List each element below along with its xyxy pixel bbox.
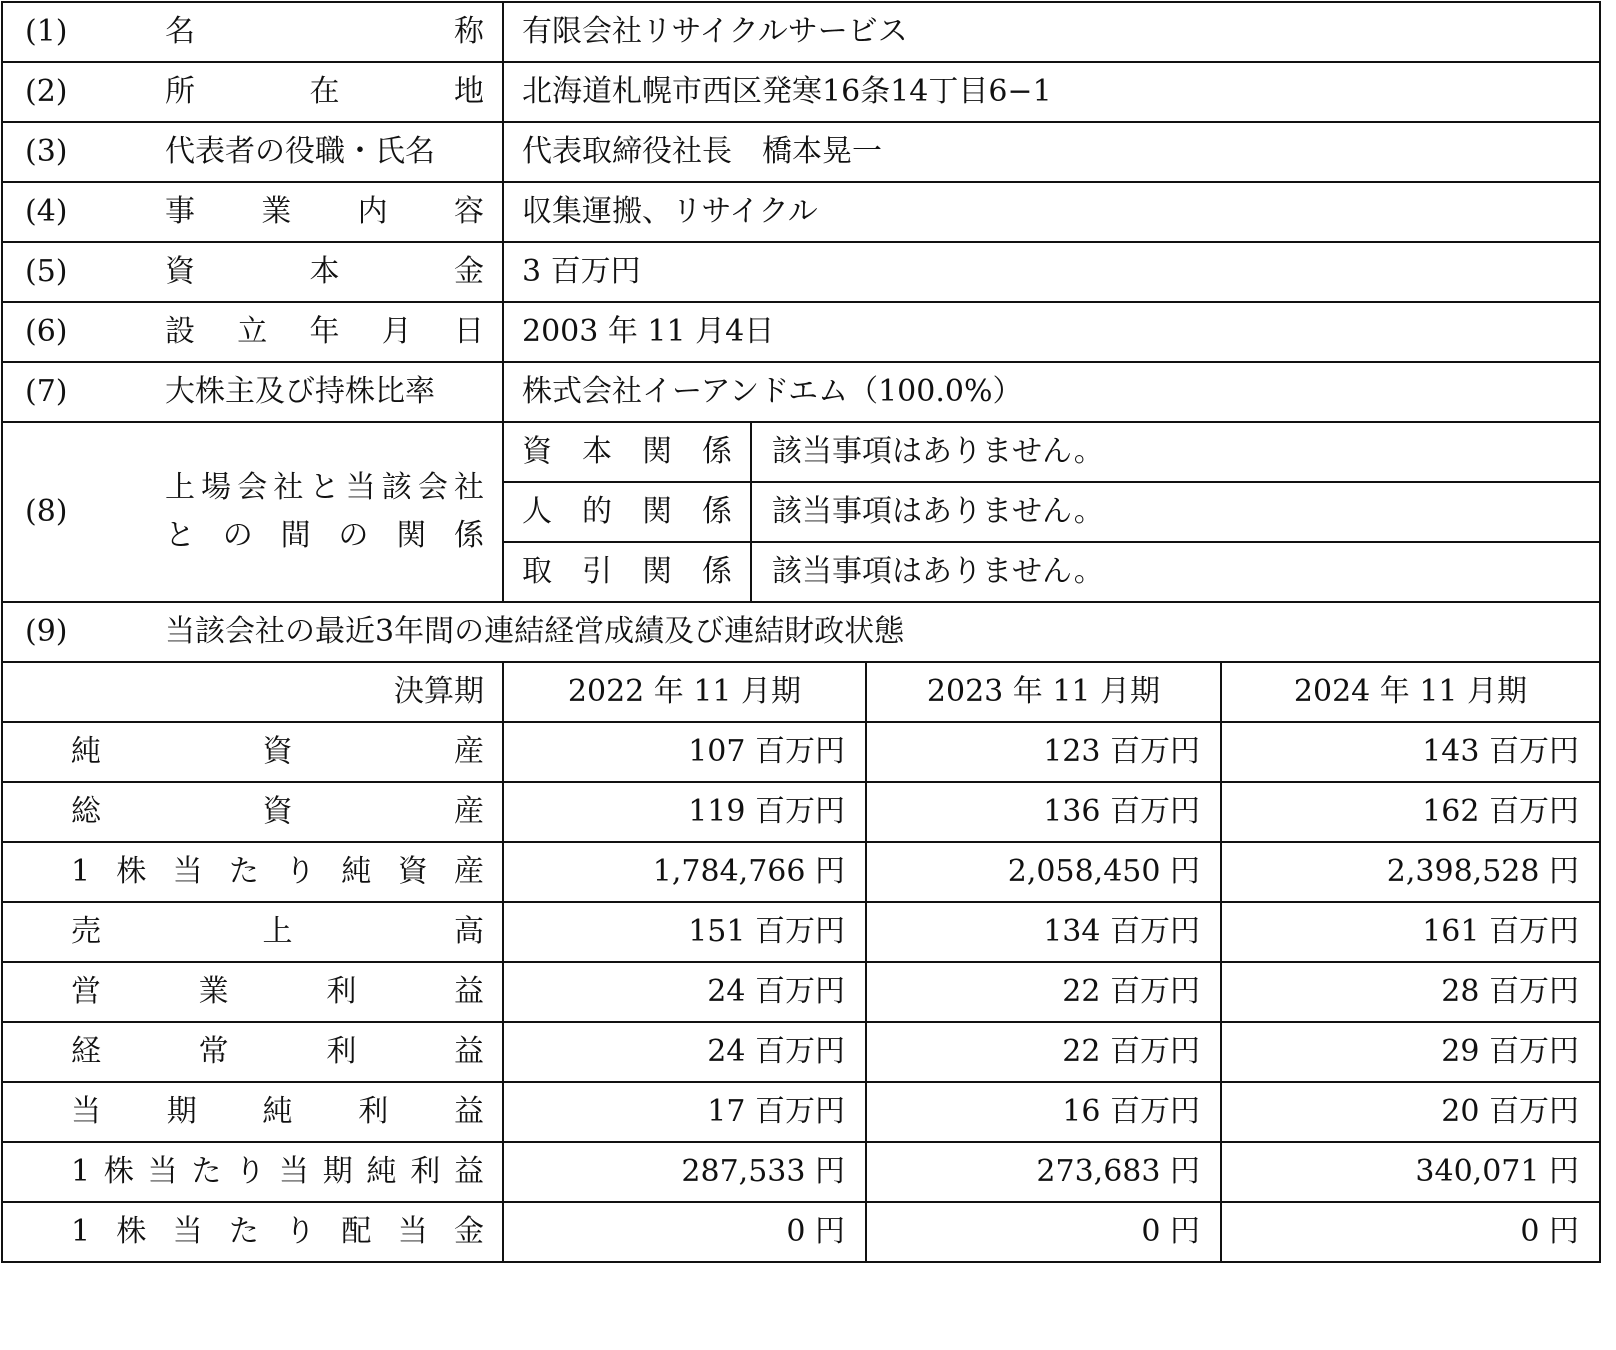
relationship-type-char: 的	[582, 494, 612, 529]
company-info-value: 3 百万円	[503, 242, 1600, 302]
financial-metric-char: 純	[71, 734, 101, 769]
item-label	[165, 15, 484, 49]
financial-metric-char: り	[285, 1214, 316, 1249]
item-label-char: 地	[454, 74, 484, 109]
financial-metric-char: 純	[341, 854, 372, 889]
financial-metric-char: た	[228, 1214, 259, 1249]
label-wrapper	[71, 1215, 484, 1249]
financial-metric-char: 金	[453, 1214, 484, 1249]
financial-value: 143 百万円	[1221, 722, 1600, 782]
financial-metric-char: 当	[147, 1154, 178, 1189]
financial-value: 287,533 円	[503, 1142, 866, 1202]
financials-title-cell	[2, 602, 1600, 662]
relationship-type-char: 係	[702, 494, 732, 529]
financial-metric-char: 益	[453, 1034, 484, 1069]
financial-metric-char: 資	[262, 734, 293, 769]
period-header: 2022 年 11 月期	[503, 662, 866, 722]
label-wrapper	[25, 423, 484, 601]
company-info-row	[2, 362, 1600, 422]
company-info-row	[2, 62, 1600, 122]
relationship-value: 該当事項はありません。	[751, 542, 1600, 602]
financial-metric-char: 株	[103, 1154, 134, 1189]
financial-metric-char: 当	[71, 1094, 101, 1129]
item-number: (6)	[25, 314, 68, 349]
item-label-char: 設	[165, 314, 195, 349]
financials-data-row	[2, 962, 1600, 1022]
financial-value: 2,058,450 円	[866, 842, 1221, 902]
relationship-type-char: 関	[642, 494, 672, 529]
financial-metric-char: 営	[71, 974, 101, 1009]
financial-metric-char: 1	[71, 854, 91, 889]
company-info-label-cell	[2, 2, 503, 62]
relationship-label-cell	[2, 422, 503, 602]
item-label-char: と	[309, 470, 340, 505]
financial-value: 119 百万円	[503, 782, 866, 842]
financial-metric-char: 業	[198, 974, 229, 1009]
label-wrapper	[25, 3, 484, 61]
label-wrapper	[71, 795, 484, 829]
financials-data-row	[2, 902, 1600, 962]
label-wrapper	[522, 555, 732, 589]
financial-metric-char: 利	[326, 1034, 357, 1069]
relationship-row	[2, 422, 1600, 482]
item-label-char: 業	[261, 194, 292, 229]
financial-metric-char: 当	[278, 1154, 309, 1189]
company-info-row	[2, 302, 1600, 362]
period-label: 決算期	[2, 662, 503, 722]
financial-metric-char: 期	[322, 1154, 353, 1189]
item-label-char: 当	[345, 470, 376, 505]
relationship-type-char: 本	[582, 434, 612, 469]
financials-data-row	[2, 722, 1600, 782]
financial-metric-char: 上	[262, 914, 293, 949]
relationship-type-char: 係	[702, 434, 732, 469]
company-overview-table	[1, 1, 1601, 1263]
company-info-label-cell	[2, 62, 503, 122]
financial-metric-char: 利	[410, 1154, 441, 1189]
financial-metric-char: 1	[71, 1214, 91, 1249]
item-label-char: 名	[165, 14, 195, 49]
financial-metric-label	[2, 722, 503, 782]
relationship-type-char: 係	[702, 554, 732, 589]
financial-metric-label	[2, 1142, 503, 1202]
relationship-type-label	[503, 482, 751, 542]
financial-value: 151 百万円	[503, 902, 866, 962]
label-wrapper	[25, 363, 484, 421]
financials-title: 当該会社の最近3年間の連結経営成績及び連結財政状態	[165, 614, 905, 649]
financial-metric-char: 総	[71, 794, 101, 829]
financial-value: 24 百万円	[503, 1022, 866, 1082]
financial-metric-char: 経	[71, 1034, 101, 1069]
company-info-value: 収集運搬、リサイクル	[503, 182, 1600, 242]
item-label-char: 立	[237, 314, 268, 349]
company-info-value: 株式会社イーアンドエム（100.0%）	[503, 362, 1600, 422]
label-wrapper	[25, 303, 484, 361]
financial-metric-char: 常	[198, 1034, 229, 1069]
label-wrapper	[25, 243, 484, 301]
item-label-char: 内	[357, 194, 388, 229]
financial-value: 162 百万円	[1221, 782, 1600, 842]
label-wrapper	[25, 123, 484, 181]
item-label-char: 月	[381, 314, 412, 349]
item-number: (3)	[25, 134, 68, 169]
item-label-char: 場	[201, 470, 232, 505]
item-label-char: 会	[417, 470, 448, 505]
item-number: (1)	[25, 14, 68, 49]
item-label	[165, 315, 484, 349]
financial-metric-char: 産	[453, 854, 484, 889]
company-info-row	[2, 2, 1600, 62]
financial-metric-char: 株	[116, 1214, 147, 1249]
financial-value: 340,071 円	[1221, 1142, 1600, 1202]
label-wrapper	[71, 1095, 484, 1129]
relationship-label-line	[165, 519, 484, 553]
financial-metric-label	[2, 842, 503, 902]
company-info-row	[2, 182, 1600, 242]
financial-metric-char: 当	[397, 1214, 428, 1249]
item-label-char: の	[222, 518, 253, 553]
financial-value: 136 百万円	[866, 782, 1221, 842]
relationship-type-char: 人	[522, 494, 552, 529]
financial-metric-char: 利	[326, 974, 357, 1009]
financial-metric-char: 株	[116, 854, 147, 889]
financial-metric-char: 資	[262, 794, 293, 829]
item-label-char: 社	[454, 470, 484, 505]
financial-metric-char: 純	[262, 1094, 293, 1129]
financial-metric-char: た	[191, 1154, 222, 1189]
financial-metric-label	[2, 1202, 503, 1262]
financial-value: 28 百万円	[1221, 962, 1600, 1022]
relationship-type-char: 関	[642, 434, 672, 469]
financial-metric-char: 産	[454, 794, 484, 829]
relationship-value: 該当事項はありません。	[751, 482, 1600, 542]
relationship-type-char: 取	[522, 554, 552, 589]
item-number: (4)	[25, 194, 68, 229]
label-wrapper	[25, 183, 484, 241]
label-wrapper	[71, 975, 484, 1009]
financial-metric-label	[2, 1082, 503, 1142]
financials-header-row	[2, 662, 1600, 722]
financial-value: 2,398,528 円	[1221, 842, 1600, 902]
financial-value: 107 百万円	[503, 722, 866, 782]
item-label-char: 社	[273, 470, 304, 505]
financial-metric-char: 当	[172, 854, 203, 889]
financial-metric-char: 1	[71, 1154, 91, 1189]
item-label-char: 金	[454, 254, 484, 289]
item-number: (7)	[25, 374, 68, 409]
relationship-value: 該当事項はありません。	[751, 422, 1600, 482]
financial-value: 22 百万円	[866, 962, 1221, 1022]
financial-metric-char: 当	[172, 1214, 203, 1249]
financial-value: 29 百万円	[1221, 1022, 1600, 1082]
financial-value: 123 百万円	[866, 722, 1221, 782]
item-label-char: 称	[454, 14, 484, 49]
item-label-char: 関	[396, 518, 427, 553]
relationship-label-line	[165, 471, 484, 505]
company-info-value: 2003 年 11 月4日	[503, 302, 1600, 362]
company-info-label-cell	[2, 122, 503, 182]
financial-value: 17 百万円	[503, 1082, 866, 1142]
item-label-char: 大株主及び持株比率	[165, 374, 435, 409]
financials-data-row	[2, 1202, 1600, 1262]
financial-metric-char: 売	[71, 914, 101, 949]
item-label	[165, 255, 484, 289]
item-label-char: 間	[280, 518, 311, 553]
relationship-type-char: 資	[522, 434, 552, 469]
financial-metric-char: 益	[453, 974, 484, 1009]
financial-metric-char: 産	[454, 734, 484, 769]
label-wrapper	[71, 855, 484, 889]
financial-metric-label	[2, 782, 503, 842]
financial-value: 0 円	[1221, 1202, 1600, 1262]
financials-data-row	[2, 1022, 1600, 1082]
financial-value: 273,683 円	[866, 1142, 1221, 1202]
item-label-char: 日	[454, 314, 484, 349]
relationship-type-char: 引	[582, 554, 612, 589]
financial-metric-char: 高	[454, 914, 484, 949]
item-label-char: の	[338, 518, 369, 553]
item-label-char: 係	[453, 518, 484, 553]
label-wrapper	[522, 495, 732, 529]
financials-data-row	[2, 782, 1600, 842]
label-wrapper	[71, 1035, 484, 1069]
label-wrapper	[25, 63, 484, 121]
company-info-row	[2, 242, 1600, 302]
item-label-char: 容	[453, 194, 484, 229]
company-info-label-cell	[2, 362, 503, 422]
financial-metric-char: 純	[366, 1154, 397, 1189]
financials-data-row	[2, 842, 1600, 902]
item-label-char: 年	[309, 314, 340, 349]
financials-data-row	[2, 1082, 1600, 1142]
item-label-char: 資	[165, 254, 195, 289]
financials-title-row	[2, 602, 1600, 662]
financials-data-row	[2, 1142, 1600, 1202]
item-label-char: 会	[237, 470, 268, 505]
financial-metric-char: り	[235, 1154, 266, 1189]
item-number: (2)	[25, 74, 68, 109]
financial-value: 134 百万円	[866, 902, 1221, 962]
company-info-label-cell	[2, 302, 503, 362]
financial-metric-label	[2, 1022, 503, 1082]
financial-metric-char: り	[285, 854, 316, 889]
item-label-char: と	[165, 518, 195, 553]
financial-metric-label	[2, 962, 503, 1022]
financial-value: 20 百万円	[1221, 1082, 1600, 1142]
label-wrapper	[71, 915, 484, 949]
item-label-char: 在	[309, 74, 340, 109]
financial-metric-char: 資	[397, 854, 428, 889]
period-header: 2024 年 11 月期	[1221, 662, 1600, 722]
relationship-label	[165, 471, 484, 553]
relationship-type-char: 関	[642, 554, 672, 589]
financial-metric-char: 利	[358, 1094, 389, 1129]
relationship-type-label	[503, 422, 751, 482]
item-label-char: 該	[381, 470, 412, 505]
item-label-char: 代表者の役職・氏名	[165, 134, 435, 169]
financial-value: 0 円	[866, 1202, 1221, 1262]
company-info-value: 代表取締役社長 橋本晃一	[503, 122, 1600, 182]
label-wrapper	[71, 735, 484, 769]
item-number: (5)	[25, 254, 68, 289]
item-label	[165, 75, 484, 109]
label-wrapper	[522, 435, 732, 469]
item-label	[165, 375, 484, 409]
financial-metric-char: 期	[166, 1094, 197, 1129]
company-info-value: 北海道札幌市西区発寒16条14丁目6−1	[503, 62, 1600, 122]
company-info-row	[2, 122, 1600, 182]
financial-value: 22 百万円	[866, 1022, 1221, 1082]
item-number: (8)	[25, 494, 68, 529]
financial-metric-char: 益	[453, 1154, 484, 1189]
financial-metric-char: 配	[341, 1214, 372, 1249]
financial-value: 24 百万円	[503, 962, 866, 1022]
company-info-label-cell	[2, 182, 503, 242]
financial-value: 0 円	[503, 1202, 866, 1262]
financial-metric-label	[2, 902, 503, 962]
company-info-value: 有限会社リサイクルサービス	[503, 2, 1600, 62]
label-wrapper	[71, 1155, 484, 1189]
item-label	[165, 195, 484, 229]
item-label-char: 事	[165, 194, 195, 229]
item-label-char: 所	[165, 74, 195, 109]
financial-metric-char: た	[228, 854, 259, 889]
item-label-char: 本	[309, 254, 340, 289]
financial-metric-char: 益	[454, 1094, 484, 1129]
financial-value: 161 百万円	[1221, 902, 1600, 962]
item-label-char: 上	[165, 470, 195, 505]
item-label	[165, 135, 484, 169]
period-header: 2023 年 11 月期	[866, 662, 1221, 722]
financial-value: 16 百万円	[866, 1082, 1221, 1142]
item-number: (9)	[25, 614, 68, 649]
company-info-label-cell	[2, 242, 503, 302]
relationship-type-label	[503, 542, 751, 602]
financial-value: 1,784,766 円	[503, 842, 866, 902]
